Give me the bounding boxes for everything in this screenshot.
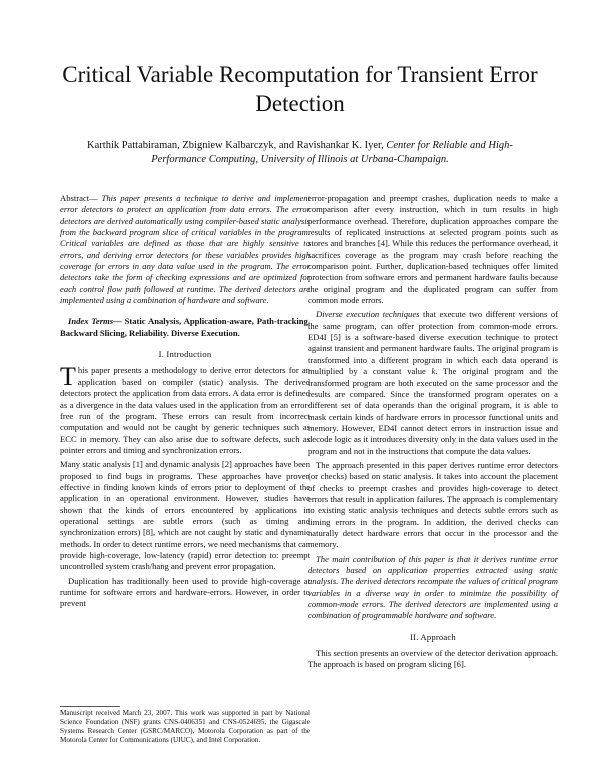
body-paragraph-2-text-b: . The original program and the transformed program are both executed on the same processor and the results are compared. Since the transformed program operates on a different set of data operands than the original program, it is able to mask certain kinds of hardware errors in processor functional units and memory. However, ED4I cannot detect errors in instruction issue and decode logic as it introduces diversity only in the data values used in the program and not in the instructions that compute the data values. <box>308 366 558 456</box>
abstract <box>60 193 310 306</box>
author-line <box>60 139 540 167</box>
affiliation: Center for Reliable and High-Performance Computing, University of Illinois at Urbana-Champaign. <box>151 140 513 165</box>
right-column <box>308 193 558 674</box>
left-column <box>60 193 310 613</box>
section-heading-approach: II. Approach <box>410 631 456 642</box>
abstract-label: Abstract— <box>60 193 98 203</box>
abstract-text: This paper presents a technique to derive and implement error detectors to protect an application from data errors. The error detectors are derived automatically using compiler-based static analysis from the backward program slice of critical variables in the program. Critical variables are defined as those that are highly sensitive to errors, and deriving error detectors for these variables provides high coverage for errors in any data value used in the program. The error detectors take the form of checking expressions and are optimized for each control flow path followed at runtime. The derived detectors are implemented using a combination of hardware and software. <box>60 193 310 306</box>
approach-paragraph-1: This section presents an overview of the detector derivation approach. The approach is based on program slicing [6]. <box>308 648 558 670</box>
footnote: Manuscript received March 23, 2007. This work was supported in part by National Science Foundation (NSF) grants CNS-0406351 and CNS-0524695, the Gigascale Systems Research Center (GSRC/MARCO), Motorola Corporation as part of the Motorola Center for Communications (UIUC), and Intel Corporation. <box>60 709 310 744</box>
body-paragraph-3: The approach presented in this paper derives runtime error detectors (or checks) based on static analysis. It takes into account the placement of checks to preempt crashes and provides high-coverage to detect errors that result in application failures. The approach is complementary to existing static analysis techniques and detects subtle errors such as timing errors in the program. In addition, the derived checks can naturally detect hardware errors that occur in the processor and the memory. <box>308 459 558 550</box>
index-terms-label: Index Terms— <box>68 316 122 327</box>
index-terms <box>60 316 310 339</box>
body-paragraph-2-text-a: that execute two different versions of the same program, can offer protection from common-mode errors. ED4I [5] is a software-based diverse execution technique to protect against transient and permanent hardware faults. The original program is transformed into a different program in which each data operand is multiplied by a constant value <box>308 309 559 377</box>
footnote-divider <box>60 706 120 707</box>
authors: Karthik Pattabiraman, Zbigniew Kalbarczyk, and Ravishankar K. Iyer, <box>87 140 387 151</box>
index-terms-text: Static Analysis, Application-aware, Path-tracking, Backward Slicing, Reliability. Diverse Execution. <box>60 316 310 338</box>
intro-paragraph-1 <box>60 362 310 456</box>
intro-paragraph-3: Duplication has traditionally been used to provide high-coverage at runtime for software errors and hardware-errors. However, in order to prevent <box>60 575 310 609</box>
body-paragraph-1: error-propagation and preempt crashes, duplication needs to make a comparison after every instruction, which in turn results in high performance overhead. Therefore, duplication approaches compare the results of replicated instructions at selected program points such as stores and branches [4]. While this reduces the performance overhead, it sacrifices coverage as the program may crash before reaching the comparison point. Further, duplication-based techniques offer limited protection from software errors and permanent hardware faults because the original program and the duplicated program can suffer from common mode errors. <box>308 193 558 306</box>
intro-paragraph-2: Many static analysis [1] and dynamic analysis [2] approaches have been proposed to find bugs in programs. These approaches have proven effective in finding known kinds of errors prior to deployment of the application in an operational environment. However, studies have shown that the kinds of errors encountered by applications in operational settings are subtle errors (such as timing and synchronization errors) [8], which are not caught by static and dynamic methods. In order to detect runtime errors, we need mechanisms that can provide high-coverage, low-latency (rapid) error detection to: preempt uncontrolled system crash/hang and prevent error propagation. <box>60 459 310 572</box>
drop-cap: T <box>60 362 76 392</box>
intro-paragraph-1-text: his paper presents a methodology to derive error detectors for an application based on compiler (static) analysis. The derived detectors protect the application from data errors. A data error is defined as a divergence in the data values used in the application from an error-free run of the program. These errors can result from incorrect computation and would not be caught by generic techniques such as ECC in memory. They can also arise due to software defects, such as pointer errors and timing and synchronization errors. <box>60 365 310 455</box>
diverse-execution-term: Diverse execution techniques <box>316 309 420 320</box>
body-paragraph-4: The main contribution of this paper is that it derives runtime error detectors based on application properties extracted using static analysis. The derived detectors recompute the values of critical program variables in a diverse way in order to minimize the possibility of common-mode errors. The derived detectors are implemented using a combination of programmable hardware and software. <box>308 553 558 621</box>
paper-title: Critical Variable Recomputation for Transient Error Detection <box>62 62 538 116</box>
constant-k: k <box>431 366 436 377</box>
section-heading-introduction: I. Introduction <box>158 349 212 360</box>
body-paragraph-2 <box>308 309 558 456</box>
